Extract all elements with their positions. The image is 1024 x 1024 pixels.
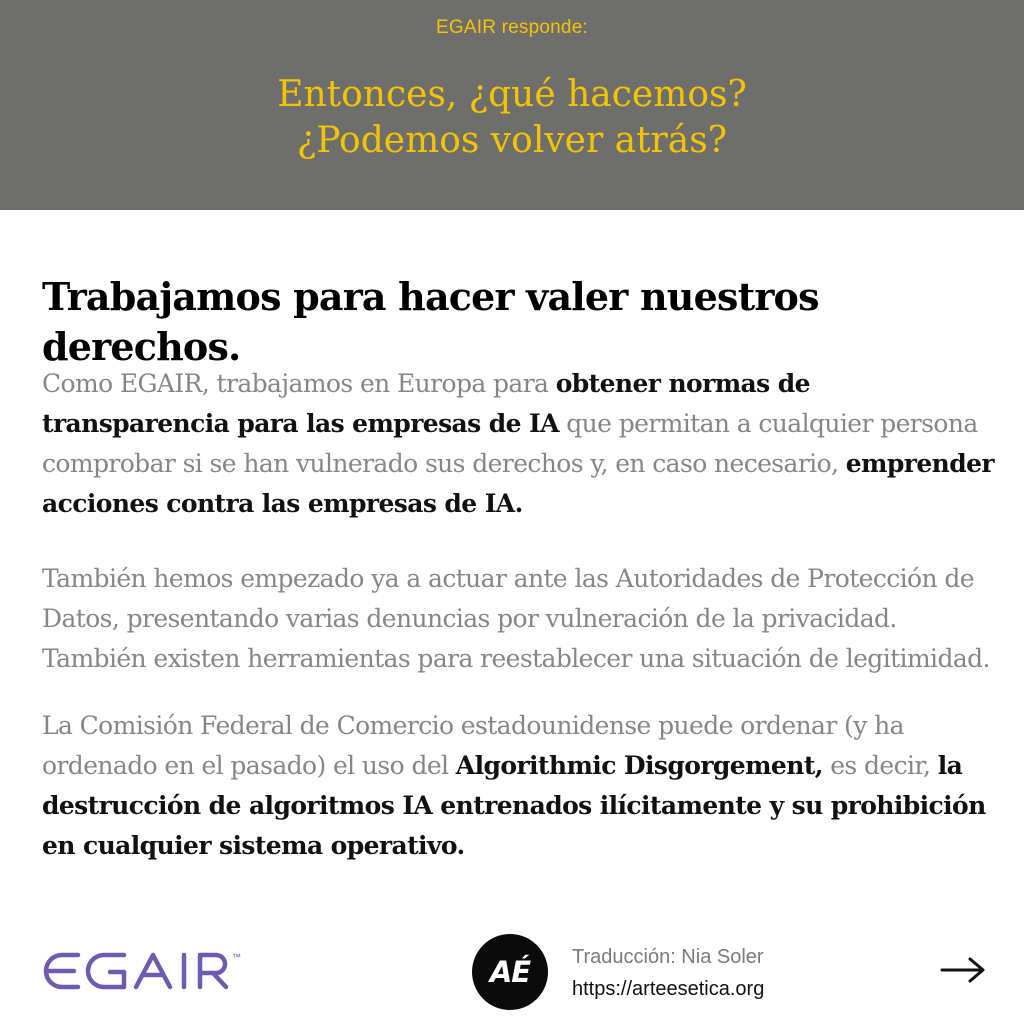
translation-credit: Traducción: Nia Soler [572, 946, 764, 968]
website-link[interactable]: https://arteesetica.org [572, 978, 765, 1000]
headline-line-1: Entonces, ¿qué hacemos? [277, 74, 747, 115]
main-heading: Trabajamos para hacer valer nuestros derechos. [42, 274, 819, 369]
header-headline [0, 72, 1024, 164]
arte-es-etica-badge: AÉ [472, 934, 548, 1010]
emphasis-text: obtener normas de transparencia para las empresas de IA [42, 369, 810, 438]
logo-tm: ™ [232, 952, 241, 962]
egair-logo [40, 946, 255, 998]
header-banner [0, 0, 1024, 210]
body-text: es decir, [822, 751, 938, 780]
emphasis-text: la destrucción de algoritmos IA entrenados ilícitamente y su prohibición en cualquier sistema operativo. [42, 751, 986, 860]
emphasis-text: emprender acciones contra las empresas de IA. [42, 449, 994, 518]
header-kicker: EGAIR responde: [436, 17, 588, 38]
body-text: La Comisión Federal de Comercio estadounidense puede ordenar (y ha ordenado en el pasado) el uso del [42, 711, 904, 780]
paragraph-1 [42, 364, 1002, 524]
paragraph-2 [42, 559, 1002, 679]
body-text: También hemos empezado ya a actuar ante las Autoridades de Protección de Datos, presentando varias denuncias por vulneración de la privacidad. También existen herramientas para reestablecer una situación de legitimidad. [42, 564, 990, 673]
headline-line-2: ¿Podemos volver atrás? [296, 120, 727, 161]
paragraph-3 [42, 706, 1002, 866]
arrow-right-icon[interactable] [938, 950, 988, 990]
body-text: que permitan a cualquier persona comprobar si se han vulnerado sus derechos y, en caso necesario, [42, 409, 978, 478]
emphasis-text: Algorithmic Disgorgement, [455, 751, 823, 780]
credit-block [572, 941, 764, 1005]
body-text: Como EGAIR, trabajamos en Europa para [42, 369, 556, 398]
